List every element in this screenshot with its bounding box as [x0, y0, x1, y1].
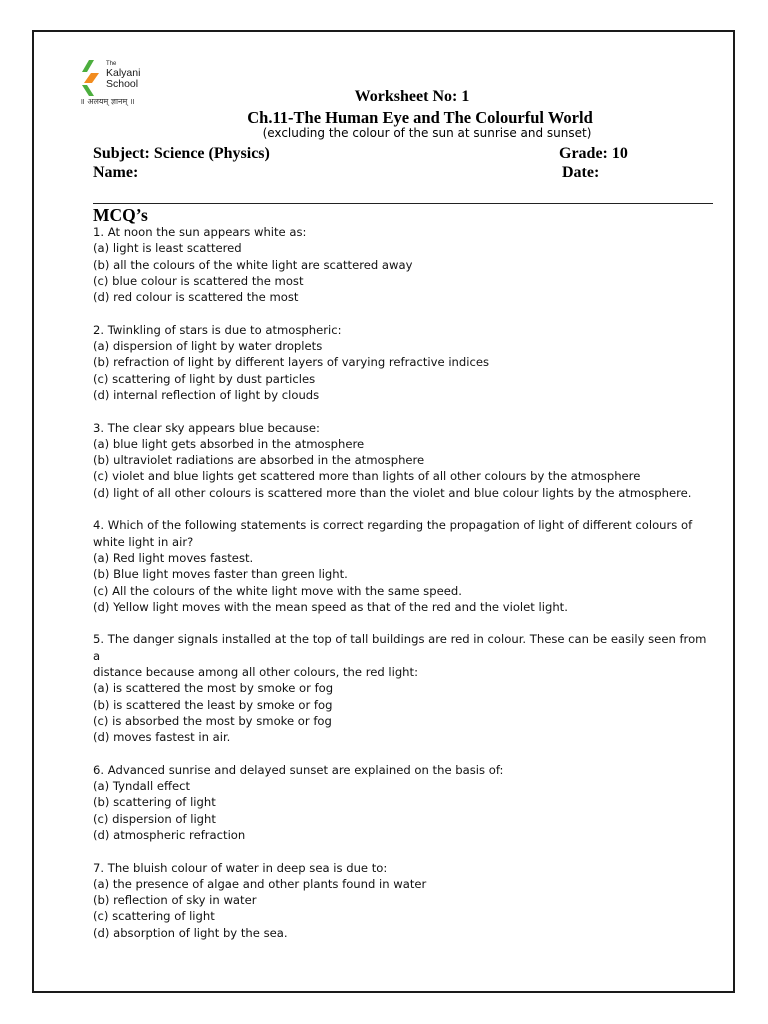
header-divider: [93, 203, 713, 204]
answer-option: (a) light is least scattered: [93, 241, 242, 256]
school-motto: ॥ अलयम् ज्ञानम् ॥: [80, 97, 135, 106]
answer-option: (b) scattering of light: [93, 795, 216, 810]
answer-option: (b) Blue light moves faster than green light.: [93, 567, 348, 582]
logo-school-name: [106, 68, 156, 90]
subject-label: Subject: Science (Physics): [93, 145, 270, 162]
question-5: [93, 631, 713, 745]
answer-option: (a) blue light gets absorbed in the atmosphere: [93, 436, 365, 451]
question-stem: 7. The bluish colour of water in deep sea is due to:: [93, 860, 388, 875]
question-stem: 5. The danger signals installed at the top of tall buildings are red in colour. These can be easily seen from a: [93, 632, 711, 663]
answer-option: (a) Tyndall effect: [93, 779, 191, 794]
question-stem: white light in air?: [93, 534, 194, 549]
date-field-label: Date:: [562, 164, 600, 181]
grade-label: Grade: 10: [559, 145, 628, 162]
answer-option: (b) all the colours of the white light are scattered away: [93, 257, 413, 272]
answer-option: (d) atmospheric refraction: [93, 827, 246, 842]
answer-option: (d) light of all other colours is scattered more than the violet and blue colour lights by the atmosphere.: [93, 485, 692, 500]
answer-option: (c) blue colour is scattered the most: [93, 273, 304, 288]
question-1: [93, 224, 713, 305]
question-stem: 4. Which of the following statements is correct regarding the propagation of light of different colours of: [93, 518, 693, 533]
question-7: [93, 860, 713, 941]
logo-the-text: The: [106, 61, 117, 67]
answer-option: (b) refraction of light by different layers of varying refractive indices: [93, 355, 490, 370]
question-3: [93, 420, 713, 501]
answer-option: (a) is scattered the most by smoke or fog: [93, 681, 334, 696]
answer-option: (a) the presence of algae and other plants found in water: [93, 876, 427, 891]
answer-option: (c) dispersion of light: [93, 811, 216, 826]
chapter-title: Ch.11-The Human Eye and The Colourful World: [247, 108, 593, 127]
answer-option: (a) dispersion of light by water droplets: [93, 339, 323, 354]
logo-name-line-2: School: [106, 78, 139, 90]
question-2: [93, 322, 713, 403]
exclusion-note: (excluding the colour of the sun at sunrise and sunset): [262, 126, 592, 140]
answer-option: (d) internal reflection of light by clouds: [93, 387, 320, 402]
answer-option: (c) violet and blue lights get scattered more than lights of all other colours by the atmosphere: [93, 469, 641, 484]
worksheet-number: Worksheet No: 1: [354, 88, 470, 105]
answer-option: (d) moves fastest in air.: [93, 730, 231, 745]
question-list: [93, 224, 713, 957]
answer-option: (b) reflection of sky in water: [93, 893, 257, 908]
logo-name-line-1: Kalyani: [106, 67, 141, 79]
answer-option: (c) All the colours of the white light move with the same speed.: [93, 583, 462, 598]
answer-option: (b) ultraviolet radiations are absorbed in the atmosphere: [93, 453, 425, 468]
question-stem: 6. Advanced sunrise and delayed sunset are explained on the basis of:: [93, 762, 504, 777]
name-field-label: Name:: [93, 164, 139, 181]
question-stem: distance because among all other colours, the red light:: [93, 665, 418, 680]
section-title: MCQ’s: [93, 205, 148, 225]
answer-option: (d) Yellow light moves with the mean speed as that of the red and the violet light.: [93, 599, 568, 614]
question-stem: 1. At noon the sun appears white as:: [93, 225, 307, 239]
question-6: [93, 762, 713, 843]
answer-option: (d) red colour is scattered the most: [93, 290, 299, 305]
answer-option: (b) is scattered the least by smoke or fog: [93, 697, 333, 712]
question-stem: 2. Twinkling of stars is due to atmospheric:: [93, 322, 342, 337]
answer-option: (c) scattering of light: [93, 909, 215, 924]
question-4: [93, 517, 713, 615]
answer-option: (a) Red light moves fastest.: [93, 550, 254, 565]
question-stem: 3. The clear sky appears blue because:: [93, 420, 320, 435]
answer-option: (d) absorption of light by the sea.: [93, 925, 288, 940]
answer-option: (c) is absorbed the most by smoke or fog: [93, 713, 332, 728]
answer-option: (c) scattering of light by dust particles: [93, 371, 316, 386]
